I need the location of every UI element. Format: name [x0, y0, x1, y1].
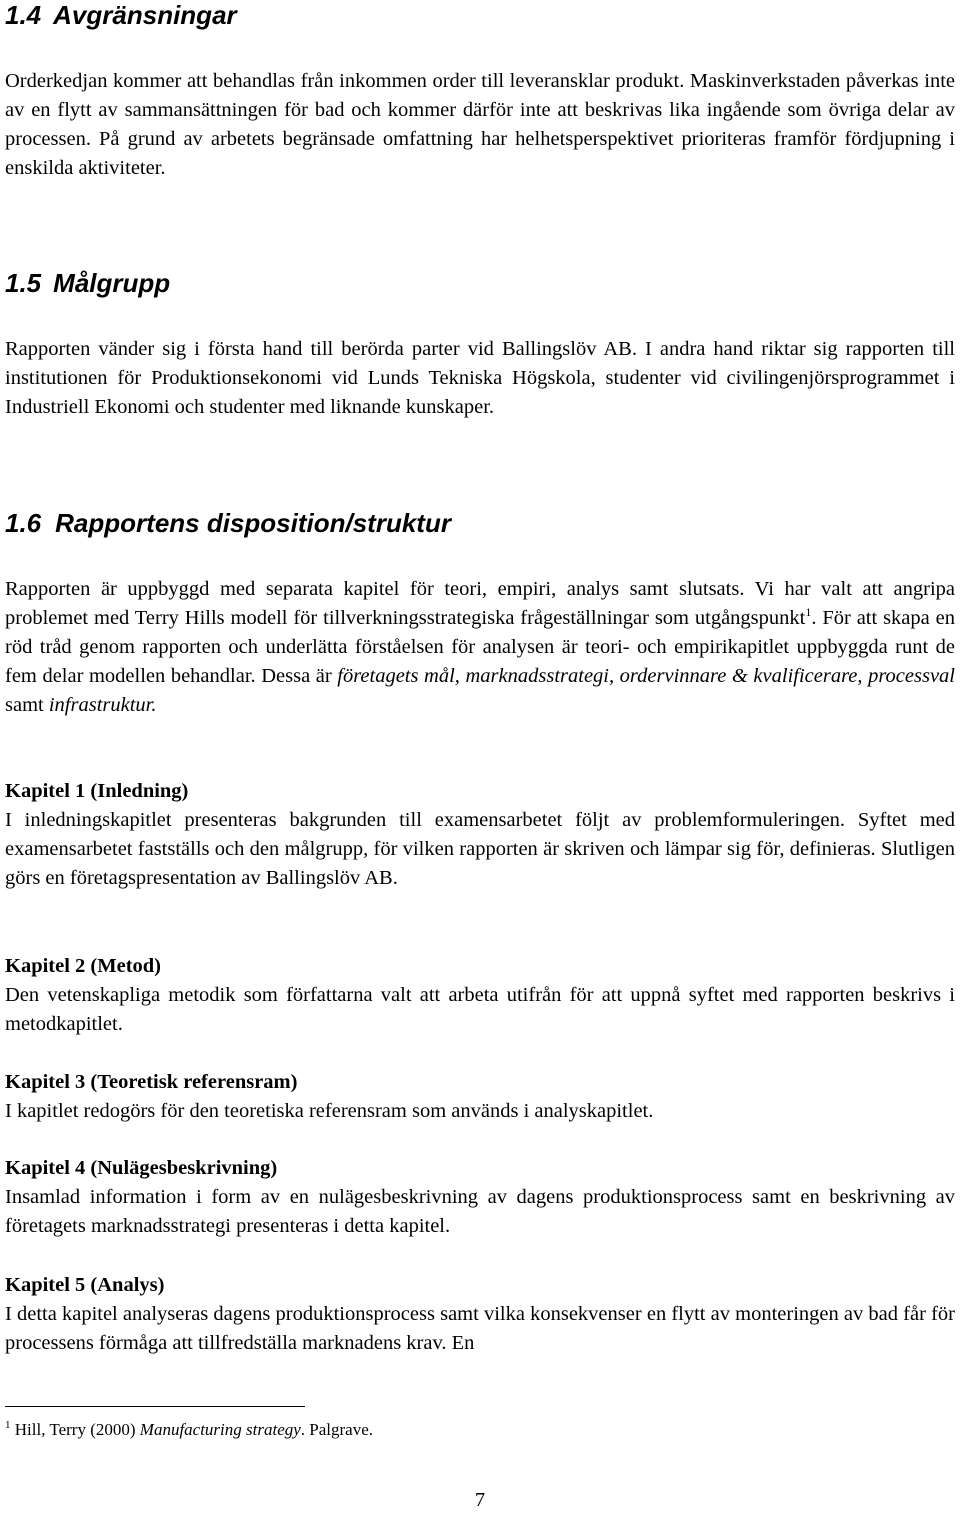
- section-number: 1.6: [5, 508, 42, 538]
- text-run: . För att skapa en röd tråd genom rapporten och underlätta förståelsen för analysen är teori- och empirikapitlet uppbyggda runt de fem delar modellen behandlar. Dessa är: [5, 607, 955, 687]
- section-title: Målgrupp: [53, 268, 171, 298]
- chapter-block-4: [5, 1154, 955, 1241]
- chapter-title: Kapitel 5 (Analys): [5, 1274, 165, 1296]
- chapter-block-2: [5, 952, 955, 1039]
- section-1-4-paragraph: Orderkedjan kommer att behandlas från inkommen order till leveransklar produkt. Maskinverkstaden påverkas inte av en flytt av sammansättningen för bad och kommer därför inte att beskrivas lika ingående som övriga delar av processen. På grund av arbetets begränsade omfattning har helhetsperspektivet prioriteras framför fördjupning i enskilda aktiviteter.: [5, 70, 955, 179]
- italic-run: Manufacturing strategy: [139, 1420, 301, 1439]
- footnote-reference: 1: [805, 605, 812, 619]
- section-heading-1-4: [5, 0, 237, 30]
- chapter-description: I kapitlet redogörs för den teoretiska referensram som används i analyskapitlet.: [5, 1100, 654, 1122]
- italic-run: företagets mål, marknadsstrategi, ordervinnare & kvalificerare, processval: [337, 665, 956, 687]
- section-number: 1.4: [5, 0, 42, 30]
- text-run: . Palgrave.: [300, 1420, 374, 1439]
- text-run: Rapporten är uppbyggd med separata kapitel för teori, empiri, analys samt slutsats. Vi har valt att angripa problemet med Terry Hills modell för tillverkningsstrategiska frågeställningar som utgångspunkt: [5, 578, 955, 629]
- chapter-title: Kapitel 3 (Teoretisk referensram): [5, 1071, 298, 1093]
- footnote-divider: [5, 1406, 305, 1407]
- section-title: Avgränsningar: [53, 0, 237, 30]
- section-number: 1.5: [5, 268, 42, 298]
- text-run: samt: [5, 694, 49, 716]
- chapter-block-1: [5, 777, 955, 893]
- chapter-title: Kapitel 2 (Metod): [5, 955, 161, 977]
- section-title: Rapportens disposition/struktur: [55, 508, 451, 538]
- chapter-description: Insamlad information i form av en nulägesbeskrivning av dagens produktionsprocess samt en beskrivning av företagets marknadsstrategi presenteras i detta kapitel.: [5, 1186, 955, 1237]
- chapter-title: Kapitel 1 (Inledning): [5, 780, 189, 802]
- chapter-block-5: [5, 1271, 955, 1358]
- section-1-5-paragraph: Rapporten vänder sig i första hand till berörda parter vid Ballingslöv AB. I andra hand riktar sig rapporten till institutionen för Produktionsekonomi vid Lunds Tekniska Högskola, studenter vid civilingenjörsprogrammet i Industriell Ekonomi och studenter med liknande kunskaper.: [5, 338, 955, 418]
- chapter-description: Den vetenskapliga metodik som författarna valt att arbeta utifrån för att uppnå syftet med rapporten beskrivs i metodkapitlet.: [5, 984, 955, 1035]
- text-run: Hill, Terry (2000): [10, 1420, 140, 1439]
- section-1-6-paragraph: [5, 575, 955, 720]
- footnote-marker: 1: [5, 1419, 11, 1431]
- chapter-block-3: [5, 1068, 955, 1126]
- italic-run: infrastruktur.: [48, 694, 157, 716]
- section-heading-1-6: [5, 508, 451, 538]
- footnote: [5, 1418, 373, 1442]
- chapter-description: I detta kapitel analyseras dagens produktionsprocess samt vilka konsekvenser en flytt av monteringen av bad får för processens förmåga att tillfredställa marknadens krav. En: [5, 1303, 955, 1354]
- page-number: 7: [474, 1489, 486, 1511]
- section-heading-1-5: [5, 268, 170, 298]
- chapter-description: I inledningskapitlet presenteras bakgrunden till examensarbetet följt av problemformuleringen. Syftet med examensarbetet fastställs och den målgrupp, för vilken rapporten är skriven och lämpar sig för, definieras. Slutligen görs en företagspresentation av Ballingslöv AB.: [5, 809, 955, 889]
- chapter-title: Kapitel 4 (Nulägesbeskrivning): [5, 1157, 278, 1179]
